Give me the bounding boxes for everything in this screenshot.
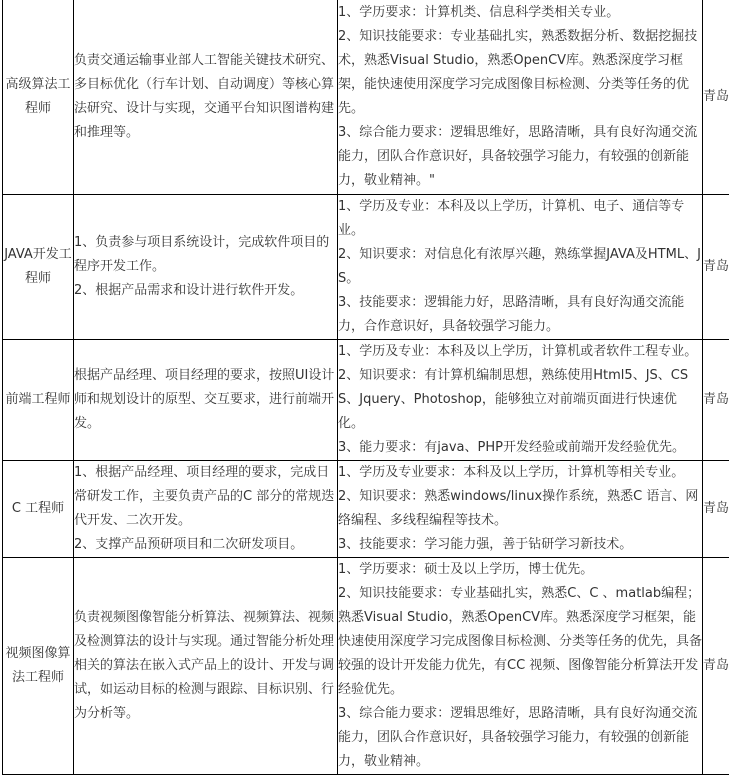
job-title-cell: 视频图像算法工程师: [3, 558, 74, 775]
job-title-cell: 前端工程师: [3, 340, 74, 461]
requirement-item: 1、学历及专业：本科及以上学历，计算机或者软件工程专业。: [338, 344, 698, 359]
requirement-item: 2、知识要求：对信息化有浓厚兴趣，熟练掌握JAVA及HTML、JS。: [338, 247, 701, 286]
table-row: [3, 0, 729, 195]
duty-text: 2、根据产品需求和设计进行软件开发。: [74, 283, 304, 298]
duty-text: 1、根据产品经理、项目经理的要求，完成日常研发工作，主要负责产品的C 部分的常规迭代开发、二次开发。: [74, 465, 335, 528]
job-requirements-table: [2, 0, 729, 775]
job-title-cell: C 工程师: [3, 461, 74, 558]
duty-text: 负责视频图像智能分析算法、视频算法、视频及检测算法的设计与实现。通过智能分析处理相关的算法在嵌入式产品上的设计、开发与调试，如运动目标的检测与跟踪、目标识别、行为分析等。: [74, 610, 335, 721]
job-title-cell: 高级算法工程师: [3, 0, 74, 195]
table-row: [3, 461, 729, 558]
requirement-item: 2、知识技能要求：专业基础扎实，熟悉数据分析、数据挖掘技术，熟悉Visual Studio，熟悉OpenCV库。熟悉深度学习框架，能快速使用深度学习完成图像目标检测、分类等任务的优先。: [338, 29, 698, 116]
requirement-item: 3、综合能力要求：逻辑思维好，思路清晰，具有良好沟通交流能力，团队合作意识好，具备较强学习能力，有较强的创新能力，敬业精神。": [338, 125, 698, 188]
job-location-cell: 青岛: [703, 461, 729, 558]
duty-text: 负责交通运输事业部人工智能关键技术研究、多目标优化（行车计划、自动调度）等核心算法研究、设计与实现，交通平台知识图谱构建和推理等。: [74, 53, 335, 140]
requirement-item: 1、学历要求：硕士及以上学历，博士优先。: [338, 562, 594, 577]
job-location-cell: 青岛: [703, 340, 729, 461]
job-requirements-cell: [338, 195, 703, 340]
requirement-item: 1、学历及专业要求：本科及以上学历，计算机等相关专业。: [338, 465, 685, 480]
job-location-cell: 青岛: [703, 558, 729, 775]
job-requirements-cell: [338, 0, 703, 195]
job-requirements-cell: [338, 461, 703, 558]
job-location-cell: 青岛: [703, 0, 729, 195]
requirement-item: 3、技能要求：学习能力强，善于钻研学习新技术。: [338, 537, 633, 552]
requirement-item: 2、知识要求：熟悉windows/linux操作系统，熟悉C 语言、网络编程、多线程编程等技术。: [338, 489, 699, 528]
duty-text: 2、支撑产品预研项目和二次研发项目。: [74, 537, 304, 552]
job-duties-cell: [74, 340, 338, 461]
requirement-item: 1、学历要求：计算机类、信息科学类相关专业。: [338, 5, 620, 20]
job-requirements-cell: [338, 340, 703, 461]
job-duties-cell: [74, 558, 338, 775]
table-row: [3, 195, 729, 340]
job-requirements-cell: [338, 558, 703, 775]
job-duties-cell: [74, 0, 338, 195]
table-row: [3, 340, 729, 461]
job-duties-cell: [74, 461, 338, 558]
requirement-item: 3、能力要求：有java、PHP开发经验或前端开发经验优先。: [338, 440, 685, 455]
requirement-item: 2、知识技能要求：专业基础扎实，熟悉C、C 、matlab编程；熟悉Visual Studio，熟悉OpenCV库。熟悉深度学习框架，能快速使用深度学习完成图像目标检测、分类等任务的优先，具备较强的设计开发能力优先，有CC 视频、图像智能分析算法开发经验优先。: [338, 586, 703, 697]
job-location-cell: 青岛: [703, 195, 729, 340]
requirement-item: 2、知识要求：有计算机编制思想，熟练使用Html5、JS、CSS、Jquery、Photoshop，能够独立对前端页面进行快速优化。: [338, 368, 689, 431]
table-row: [3, 558, 729, 775]
requirement-item: 3、综合能力要求：逻辑思维好，思路清晰，具有良好沟通交流能力，团队合作意识好，具备较强学习能力，有较强的创新能力，敬业精神。: [338, 706, 698, 769]
job-title-cell: JAVA开发工程师: [3, 195, 74, 340]
duty-text: 1、负责参与项目系统设计，完成软件项目的程序开发工作。: [74, 235, 330, 274]
requirement-item: 1、学历及专业：本科及以上学历，计算机、电子、通信等专业。: [338, 199, 685, 238]
requirement-item: 3、技能要求：逻辑能力好，思路清晰，具有良好沟通交流能力，合作意识好，具备较强学习能力。: [338, 295, 685, 334]
duty-text: 根据产品经理、项目经理的要求，按照UI设计师和规划设计的原型、交互要求，进行前端开发。: [74, 368, 335, 431]
job-duties-cell: [74, 195, 338, 340]
